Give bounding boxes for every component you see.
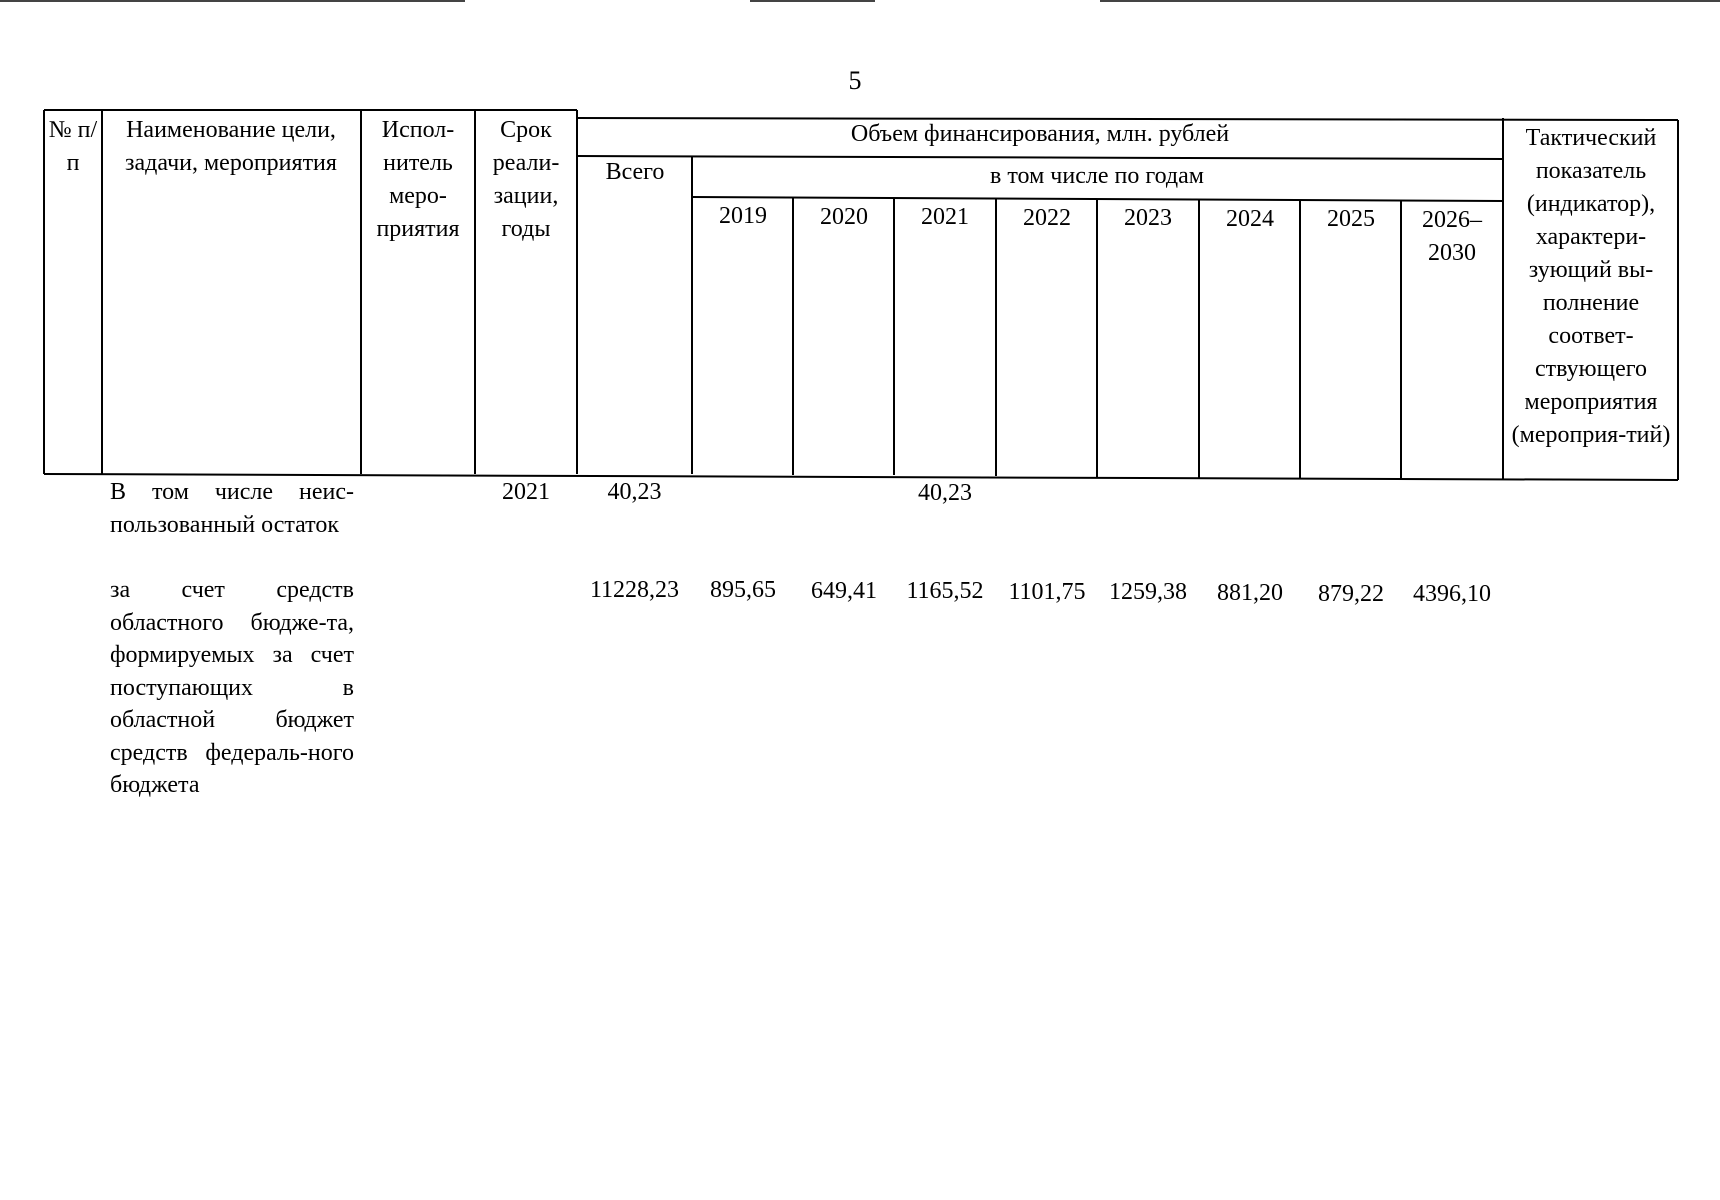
row-1-total: 40,23 [607,479,662,505]
header-executor: Испол-нитель меро-приятия [376,117,460,242]
row-2-value-2: 649,41 [811,577,877,604]
header-by-years: в том числе по годам [990,163,1204,189]
year-header-3: 2021 [921,204,969,230]
row-1-term: 2021 [502,479,550,505]
row-2-value-3: 1165,52 [906,578,984,605]
year-header-1: 2019 [719,203,767,229]
row-2-value-7: 879,22 [1318,580,1384,607]
row-2-value-4: 1101,75 [1008,578,1086,605]
year-header-7: 2025 [1327,206,1375,232]
header-name: Наименование цели, задачи, мероприятия [125,117,337,176]
row-1-name: В том числе неис-пользованный остаток [110,479,354,538]
row-2-value-5: 1259,38 [1109,579,1187,606]
year-header-8: 2026– 2030 [1422,206,1482,266]
year-header-6: 2024 [1226,205,1274,232]
header-term: Срок реали-зации, годы [492,117,560,242]
header-funding: Объем финансирования, млн. рублей [850,121,1230,147]
row-2-value-1: 895,65 [710,577,776,603]
row-2-total: 11228,23 [589,577,680,603]
year-header-5: 2023 [1124,205,1172,231]
row-1-value-3: 40,23 [918,480,972,507]
header-total: Всего [605,159,665,185]
year-header-2: 2020 [820,203,868,230]
header-indicator: Тактический показатель (индикатор), характери-зующий вы-полнение соответ-ствующего мероприятия (мероприя-тий) [1511,125,1671,448]
row-2-name: за счет средств областного бюдже-та, формируемых за счет поступающих в областной бюджет средств федераль-ного бюджета [110,577,354,798]
page-number: 5 [848,66,862,95]
row-2-value-8: 4396,10 [1413,581,1491,608]
row-2-value-6: 881,20 [1217,580,1283,606]
header-number: № п/п [48,117,98,176]
year-header-4: 2022 [1023,204,1071,231]
